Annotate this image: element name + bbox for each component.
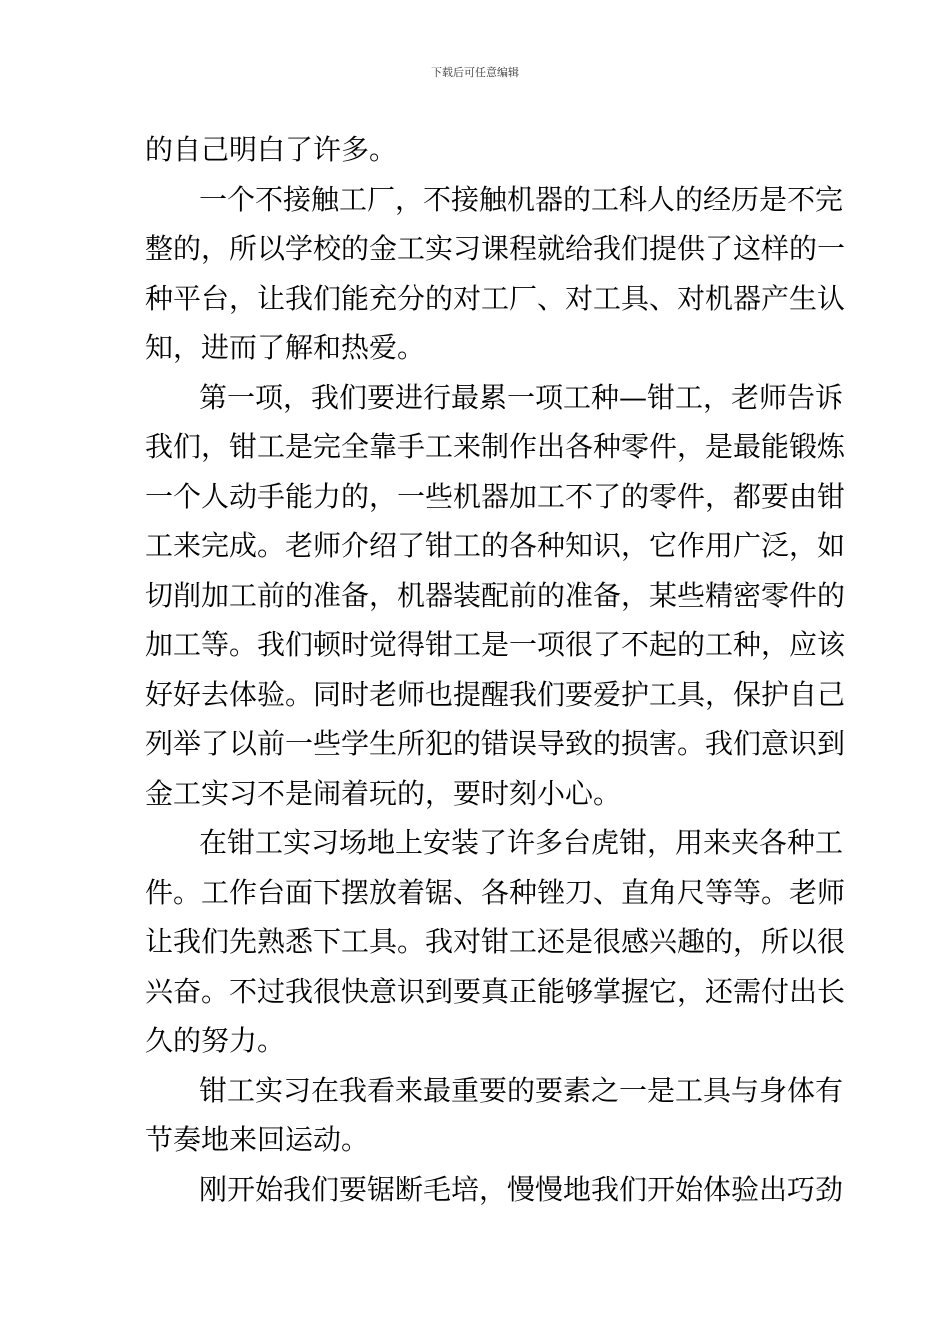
text-line: 兴奋。不过我很快意识到要真正能够掌握它，还需付出长 — [145, 974, 846, 1008]
text-line: 节奏地来回运动。 — [145, 1123, 370, 1156]
page-header: 下载后可任意编辑 — [431, 66, 519, 79]
text-line: 加工等。我们顿时觉得钳工是一项很了不起的工种，应该 — [145, 628, 846, 661]
text-line: 好好去体验。同时老师也提醒我们要爱护工具，保护自己 — [145, 677, 846, 711]
text-line: 让我们先熟悉下工具。我对钳工还是很感兴趣的，所以很 — [145, 925, 846, 958]
text-line: 的自己明白了许多。 — [145, 133, 398, 166]
text-line: 整的，所以学校的金工实习课程就给我们提供了这样的一 — [145, 232, 846, 265]
text-line: 在钳工实习场地上安装了许多台虎钳，用来夹各种工 — [199, 826, 844, 859]
text-line: 工来完成。老师介绍了钳工的各种知识，它作用广泛，如 — [145, 529, 846, 562]
text-line: 件。工作台面下摆放着锯、各种锉刀、直角尺等等。老师 — [145, 875, 846, 909]
text-line: 第一项，我们要进行最累一项工种—钳工，老师告诉 — [199, 380, 844, 414]
text-line: 切削加工前的准备，机器装配前的准备，某些精密零件的 — [145, 578, 846, 612]
text-line: 钳工实习在我看来最重要的要素之一是工具与身体有 — [199, 1073, 844, 1107]
text-line: 金工实习不是闹着玩的，要时刻小心。 — [145, 776, 622, 810]
text-line: 刚开始我们要锯断毛培，慢慢地我们开始体验出巧劲 — [199, 1172, 844, 1206]
text-line: 一个不接触工厂，不接触机器的工科人的经历是不完 — [199, 182, 844, 216]
text-line: 久的努力。 — [145, 1024, 286, 1057]
body-text — [145, 125, 846, 1214]
text-line: 我们，钳工是完全靠手工来制作出各种零件，是最能锻炼 — [145, 430, 846, 463]
text-line: 种平台，让我们能充分的对工厂、对工具、对机器产生认 — [145, 281, 846, 315]
text-line: 知，进而了解和热爱。 — [145, 331, 426, 364]
text-line: 一个人动手能力的，一些机器加工不了的零件，都要由钳 — [145, 479, 846, 513]
text-line: 列举了以前一些学生所犯的错误导致的损害。我们意识到 — [145, 727, 846, 760]
